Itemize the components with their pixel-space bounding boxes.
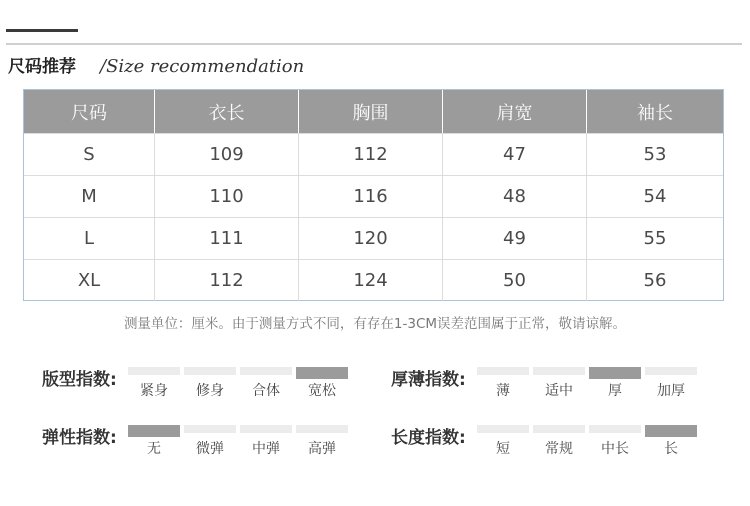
fit-option-label: 合体 <box>252 383 280 399</box>
thickness-index-label: 厚薄指数: <box>391 370 466 390</box>
table-cell: 48 <box>443 176 587 217</box>
fit-option <box>240 367 292 400</box>
elasticity-option-label: 中弹 <box>252 441 280 457</box>
length-option-label: 短 <box>496 441 510 457</box>
elasticity-option-bar <box>296 425 348 433</box>
fit-option-bar <box>128 367 180 375</box>
table-cell: 120 <box>299 218 443 259</box>
elasticity-option <box>296 425 348 458</box>
table-cell: 47 <box>443 134 587 175</box>
length-option-bar <box>645 425 697 437</box>
fit-index-label: 版型指数: <box>42 370 117 390</box>
section-title <box>8 52 304 76</box>
length-index <box>391 425 701 458</box>
header-sleeve: 袖长 <box>637 102 673 124</box>
length-option <box>477 425 529 458</box>
length-option <box>589 425 641 458</box>
header-size: 尺码 <box>24 90 155 133</box>
elasticity-option-bar <box>128 425 180 437</box>
elasticity-option-bar <box>240 425 292 433</box>
header-shoulder: 肩宽 <box>443 90 587 133</box>
thickness-option-label: 厚 <box>608 383 622 399</box>
length-option-bar <box>589 425 641 433</box>
table-header <box>24 90 723 133</box>
table-cell: 53 <box>643 144 667 165</box>
table-cell: 109 <box>155 134 299 175</box>
thickness-option-label: 加厚 <box>657 383 685 399</box>
table-row <box>24 133 723 175</box>
header-bust: 胸围 <box>299 90 443 133</box>
table-cell: L <box>24 218 155 259</box>
table-cell: 111 <box>155 218 299 259</box>
table-cell: 55 <box>643 228 667 249</box>
header-length: 衣长 <box>155 90 299 133</box>
table-cell: 110 <box>155 176 299 217</box>
measurement-note: 测量单位：厘米。由于测量方式不同，有存在1-3CM误差范围属于正常，敬请谅解。 <box>123 316 627 332</box>
table-row <box>24 175 723 217</box>
fit-option-label: 紧身 <box>140 383 168 399</box>
thickness-option-label: 适中 <box>545 383 573 399</box>
title-divider <box>6 43 742 45</box>
fit-option <box>296 367 348 400</box>
fit-option <box>184 367 236 400</box>
length-option-label: 中长 <box>601 441 629 457</box>
thickness-option-bar <box>645 367 697 375</box>
table-cell: M <box>24 176 155 217</box>
thickness-option <box>533 367 585 400</box>
length-option-label: 长 <box>664 441 678 457</box>
thickness-option <box>645 367 697 400</box>
fit-option-bar <box>240 367 292 375</box>
elasticity-option-label: 无 <box>147 441 161 457</box>
length-option <box>533 425 585 458</box>
length-index-label: 长度指数: <box>391 428 466 448</box>
table-cell: 112 <box>155 260 299 301</box>
thickness-option-bar <box>533 367 585 375</box>
title-zh: 尺码推荐 <box>8 57 76 77</box>
elasticity-option <box>128 425 180 458</box>
length-option <box>645 425 697 458</box>
table-cell: XL <box>24 260 155 301</box>
elasticity-index-label: 弹性指数: <box>42 428 117 448</box>
title-en: /Size recommendation <box>100 56 305 77</box>
table-cell: 50 <box>443 260 587 301</box>
fit-option-bar <box>296 367 348 379</box>
table-cell: 124 <box>299 260 443 301</box>
table-cell: 116 <box>299 176 443 217</box>
thickness-option-bar <box>589 367 641 379</box>
elasticity-option <box>184 425 236 458</box>
elasticity-option <box>240 425 292 458</box>
fit-option-label: 宽松 <box>308 383 336 399</box>
length-option-bar <box>533 425 585 433</box>
thickness-option-bar <box>477 367 529 375</box>
fit-option <box>128 367 180 400</box>
elasticity-option-bar <box>184 425 236 433</box>
thickness-index <box>391 367 701 400</box>
fit-index <box>42 367 352 400</box>
elasticity-option-label: 高弹 <box>308 441 336 457</box>
table-cell: S <box>24 134 155 175</box>
thickness-option-label: 薄 <box>496 383 510 399</box>
table-cell: 54 <box>643 186 667 207</box>
elasticity-index <box>42 425 352 458</box>
table-cell: 112 <box>299 134 443 175</box>
thickness-option <box>589 367 641 400</box>
size-table <box>23 89 724 301</box>
title-accent-bar <box>6 29 78 32</box>
table-cell: 49 <box>443 218 587 259</box>
fit-option-bar <box>184 367 236 375</box>
table-cell: 56 <box>643 270 667 291</box>
table-row <box>24 259 723 301</box>
thickness-option <box>477 367 529 400</box>
length-option-bar <box>477 425 529 433</box>
elasticity-option-label: 微弹 <box>196 441 224 457</box>
table-row <box>24 217 723 259</box>
length-option-label: 常规 <box>545 441 573 457</box>
fit-option-label: 修身 <box>196 383 224 399</box>
